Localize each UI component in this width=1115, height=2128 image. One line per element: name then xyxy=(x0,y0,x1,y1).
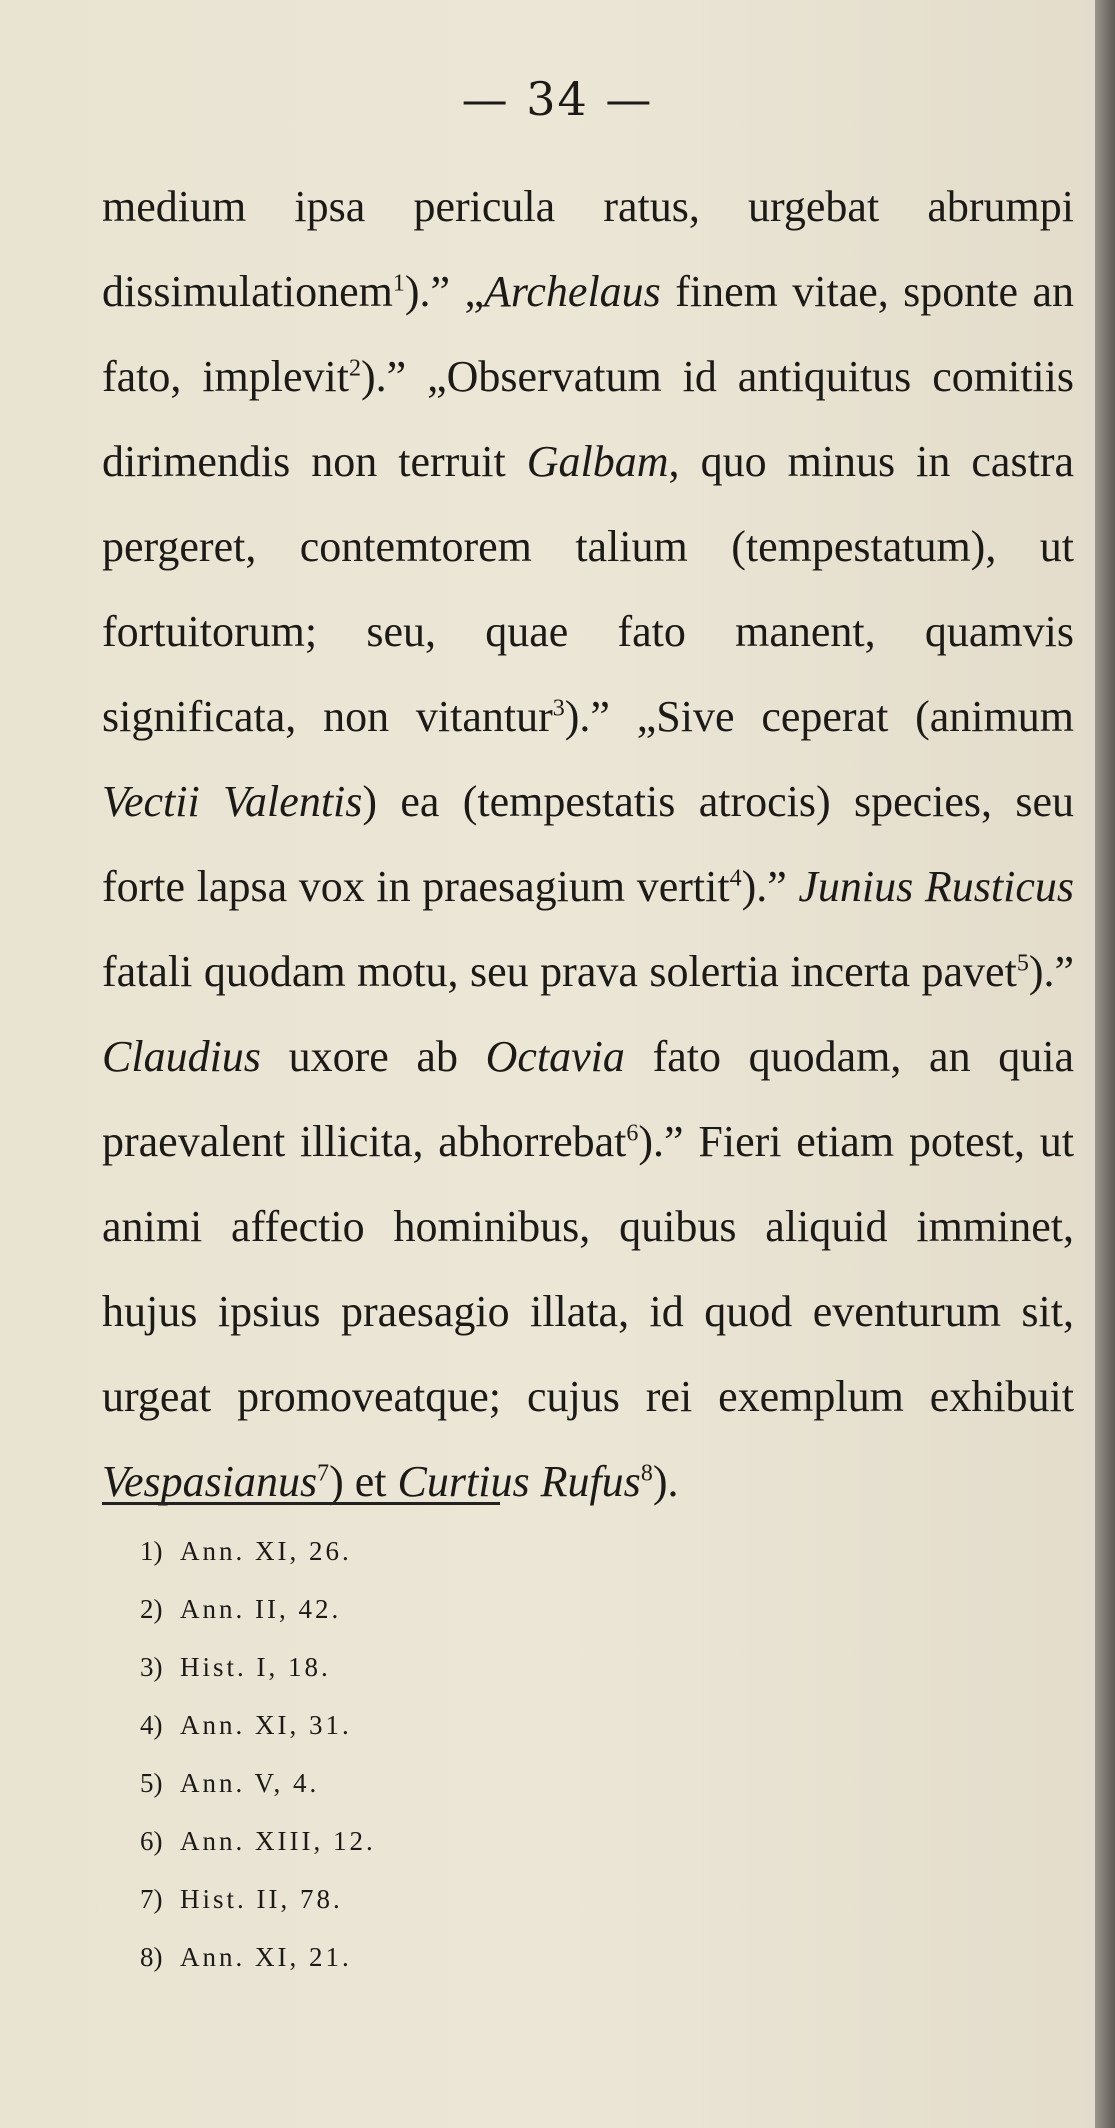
text-segment: ).” „ xyxy=(404,267,485,316)
footnote-reference: Ann. XI, 31. xyxy=(180,1710,352,1740)
footnote-divider xyxy=(102,1502,500,1505)
name-claudius: Claudius xyxy=(102,1032,261,1081)
footnote-reference: Ann. V, 4. xyxy=(180,1768,320,1798)
text-segment: finem vitae, sponte an fato, implevit xyxy=(102,267,1074,401)
text-segment: ) ea (tempestatis atrocis) species, seu forte lapsa vox in praesagium vertit xyxy=(102,777,1074,911)
text-segment: ).” „Observatum id antiquitus comitiis dirimendis non terruit xyxy=(102,352,1074,486)
text-segment: ).” xyxy=(1028,947,1074,996)
body-text xyxy=(102,164,1074,1524)
text-segment: medium ipsa pericula ratus, urgebat abrumpi dissimulationem xyxy=(102,182,1074,316)
footnote-reference: Ann. XI, 21. xyxy=(180,1942,352,1972)
footnote-item xyxy=(140,1812,640,1870)
footnote-number: 5) xyxy=(140,1768,163,1798)
page-number: — 34 — xyxy=(461,72,654,126)
footnote-marker: 4 xyxy=(729,865,742,892)
footnote-number: 6) xyxy=(140,1826,163,1856)
footnote-item xyxy=(140,1928,640,1986)
footnote-marker: 3 xyxy=(552,695,565,722)
text-segment: ).” xyxy=(741,862,799,911)
text-segment: ) et xyxy=(329,1457,398,1506)
footnote-number: 8) xyxy=(140,1942,163,1972)
footnote-reference: Ann. XI, 26. xyxy=(180,1536,352,1566)
footnote-number: 4) xyxy=(140,1710,163,1740)
name-archelaus: Archelaus xyxy=(484,267,661,316)
name-vectii-valentis: Vectii Valentis xyxy=(102,777,363,826)
footnote-number: 1) xyxy=(140,1536,163,1566)
footnote-item xyxy=(140,1754,640,1812)
footnote-item xyxy=(140,1580,640,1638)
footnote-reference: Ann. II, 42. xyxy=(180,1594,342,1624)
name-galbam: Galbam xyxy=(526,437,669,486)
text-segment: ).” Fieri etiam potest, ut animi affectio hominibus, quibus aliquid imminet, hujus ipsius praesagio illata, id quod eventurum sit, urgeat promoveatque; cujus rei exemplum exhibuit xyxy=(102,1117,1075,1421)
footnote-marker: 6 xyxy=(626,1120,639,1147)
name-octavia: Octavia xyxy=(485,1032,625,1081)
footnote-reference: Hist. II, 78. xyxy=(180,1884,343,1914)
footnote-marker: 7 xyxy=(317,1460,330,1487)
footnote-reference: Ann. XIII, 12. xyxy=(180,1826,376,1856)
footnote-marker: 1 xyxy=(392,270,405,297)
name-vespasianus: Vespasianus xyxy=(102,1457,318,1506)
name-junius-rusticus: Junius Rusticus xyxy=(798,862,1075,911)
footnote-number: 3) xyxy=(140,1652,163,1682)
text-segment: fato quodam, an quia praevalent illicita, abhorrebat xyxy=(102,1032,1074,1166)
footnote-item xyxy=(140,1638,640,1696)
footnote-number: 7) xyxy=(140,1884,163,1914)
footnote-marker: 2 xyxy=(348,355,361,382)
text-segment: , quo minus in castra pergeret, contemtorem talium (tempestatum), ut fortuitorum; seu, quae fato manent, quamvis significata, non vitantur xyxy=(102,437,1074,741)
footnote-number: 2) xyxy=(140,1594,163,1624)
footnote-marker: 8 xyxy=(640,1460,653,1487)
footnote-item xyxy=(140,1870,640,1928)
footnote-item xyxy=(140,1696,640,1754)
footnotes-list xyxy=(140,1522,640,1986)
text-segment: uxore ab xyxy=(260,1032,486,1081)
text-segment: fatali quodam motu, seu prava solertia incerta pavet xyxy=(102,947,1017,996)
footnote-marker: 5 xyxy=(1016,950,1029,977)
text-segment: ). xyxy=(652,1457,679,1506)
name-curtius-rufus: Curtius Rufus xyxy=(397,1457,641,1506)
footnote-item xyxy=(140,1522,640,1580)
footnote-reference: Hist. I, 18. xyxy=(180,1652,331,1682)
text-segment: ).” „Sive ceperat (animum xyxy=(564,692,1074,741)
book-spine-shadow xyxy=(1095,0,1115,2128)
